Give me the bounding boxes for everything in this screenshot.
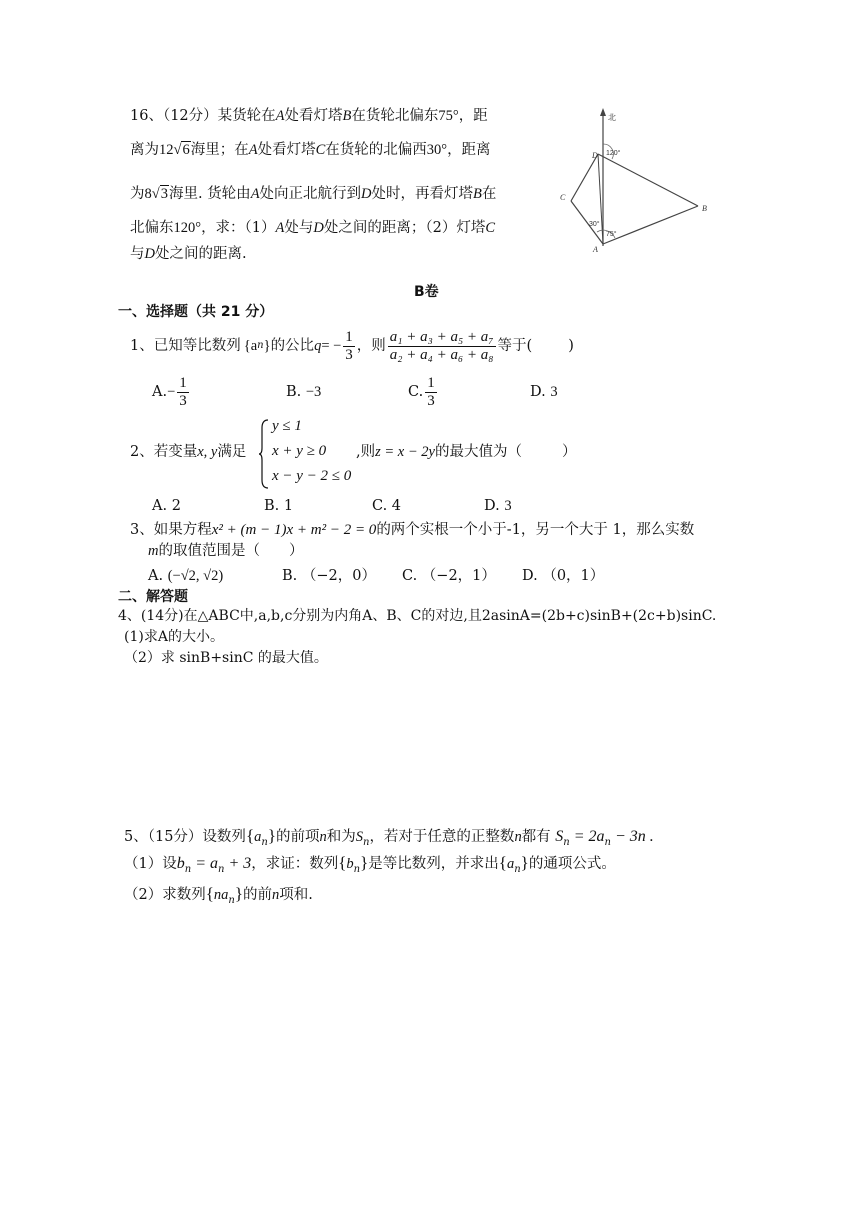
q1-text: ，则 bbox=[356, 338, 386, 354]
q2-text: 的最大值为（ bbox=[434, 444, 522, 460]
q16-text: 与 bbox=[130, 246, 145, 262]
option-label: D. bbox=[530, 384, 546, 400]
q1-option-a bbox=[152, 370, 191, 414]
q16-text: 处向正北航行到 bbox=[259, 186, 362, 202]
q16-text: ，求：（1） bbox=[201, 220, 276, 236]
q5-sub: n bbox=[362, 837, 370, 848]
q1-ratio-fraction bbox=[388, 329, 496, 364]
q16-line5 bbox=[130, 244, 247, 264]
q16-text: 海里；在 bbox=[190, 142, 249, 158]
q1-text: 的公比 bbox=[270, 338, 315, 354]
q5-text: 是等比数列，并求出 bbox=[368, 856, 499, 872]
q1-q: q bbox=[314, 338, 322, 354]
q1-option-c bbox=[408, 370, 439, 414]
q16-text: 处之间的距离；（2）灯塔 bbox=[323, 220, 486, 236]
q5-sub: n bbox=[563, 837, 570, 848]
q5-text: （1）设 bbox=[124, 856, 177, 872]
q5-part2: （2）求数列$\{na_n\}$的前n项和. bbox=[124, 884, 313, 906]
q16-line1 bbox=[130, 106, 488, 126]
q16-text: 处看灯塔 bbox=[284, 108, 343, 124]
part1-title: 一、选择题（共 21 分） bbox=[118, 304, 274, 320]
figure-label-75: 75° bbox=[606, 231, 617, 238]
q16-angle: 30° bbox=[426, 142, 448, 158]
q3-option-b: B. （−2，0） bbox=[282, 568, 376, 584]
frac-den: 3 bbox=[345, 346, 353, 363]
q1-text: ) bbox=[568, 338, 574, 354]
q1-text: 等于( bbox=[497, 338, 533, 354]
frac-den: a₂ + a₄ + a₆ + a₈ bbox=[389, 346, 494, 363]
figure-label-120: 120° bbox=[606, 150, 621, 157]
q16-var: A bbox=[248, 142, 258, 158]
q16-number: 8 bbox=[144, 186, 152, 202]
q3-option-c: C. （−2，1） bbox=[402, 568, 496, 584]
q5-sub: n bbox=[228, 895, 235, 906]
q3-equation: x² + (m − 1)x + m² − 2 = 0 bbox=[211, 522, 377, 538]
q16-text: 北偏东 bbox=[130, 220, 174, 236]
q5-var: n bbox=[319, 829, 327, 845]
q16-var: A bbox=[250, 186, 260, 202]
figure-label-north: 北 bbox=[608, 113, 616, 122]
q16-text: ，距离 bbox=[447, 142, 491, 158]
frac-num: 1 bbox=[179, 374, 187, 391]
q16-var: D bbox=[144, 246, 155, 262]
option-fraction bbox=[425, 375, 437, 410]
option-label: A. bbox=[148, 568, 164, 584]
q3-option-d: D. （0，1） bbox=[522, 568, 605, 584]
q5-formula: + 3 bbox=[224, 855, 252, 872]
q16-var: B bbox=[342, 108, 352, 124]
q1-seq-sub: n bbox=[257, 340, 264, 351]
q3-text: 3、如果方程 bbox=[130, 522, 212, 538]
north-arrow-icon bbox=[600, 108, 606, 116]
q16-var: A bbox=[275, 220, 285, 236]
segment-AB bbox=[603, 206, 698, 244]
q16-figure bbox=[548, 104, 720, 256]
q2-text: ） bbox=[561, 444, 577, 460]
q16-number: 12 bbox=[159, 142, 174, 158]
section-title: B卷 bbox=[414, 284, 439, 300]
q5-formula: = 2a bbox=[569, 828, 605, 845]
q16-line4 bbox=[130, 218, 495, 238]
q5-var: b bbox=[176, 855, 185, 872]
q5-seq: b bbox=[346, 856, 354, 872]
q3-option-a bbox=[148, 566, 223, 586]
option-sign: − bbox=[167, 384, 176, 400]
q16-text: 离为 bbox=[130, 142, 159, 158]
figure-label-B: B bbox=[702, 204, 707, 213]
q2-option-a: A. 2 bbox=[152, 498, 181, 514]
q5-text: 5、（15分）设数列 bbox=[124, 829, 246, 845]
segment-DB bbox=[598, 154, 698, 206]
q2-constraint-3: x − y − 2 ≤ 0 bbox=[272, 468, 352, 484]
q4-line2: (1)求A的大小。 bbox=[124, 629, 224, 645]
q3-text: 的两个实根一个小于-1，另一个大于 1，那么实数 bbox=[376, 522, 695, 538]
q1-q-fraction bbox=[343, 329, 355, 364]
q5-part1: （1）设$b_n = a_n + 3$，求证：数列$\{b_n\}$是等比数列，并求出$\{a_n\}$的通项公式。 bbox=[124, 853, 616, 875]
q16-angle: 75° bbox=[438, 108, 459, 124]
q5-text: ，求证：数列 bbox=[251, 856, 339, 872]
q3-var: m bbox=[148, 543, 159, 559]
q5-line1: 5、（15分）设数列$\{a_n\}$的前项n和为$S_n$，若对于任意的正整数n都有 $S_n = 2a_n - 3n$ . bbox=[124, 826, 654, 848]
q2-objective: z = x − 2y bbox=[375, 444, 435, 460]
q5-sub: n bbox=[353, 864, 361, 875]
q2-constraint-1: y ≤ 1 bbox=[272, 418, 302, 434]
q5-seq: na bbox=[213, 887, 229, 903]
brace-icon bbox=[258, 418, 270, 490]
option-value: (−√2, √2) bbox=[167, 568, 224, 584]
q16-angle: 120° bbox=[173, 220, 202, 236]
q5-text: 都有 bbox=[521, 829, 551, 845]
part2-title: 二、解答题 bbox=[118, 589, 188, 605]
q5-var: S bbox=[355, 829, 363, 845]
q5-formula: S bbox=[555, 828, 564, 845]
q2-text: 满足 bbox=[217, 444, 247, 460]
q3-text: 的取值范围是（ ） bbox=[158, 543, 304, 559]
frac-num: a₁ + a₃ + a₅ + a₇ bbox=[389, 328, 494, 345]
q16-text: 在货轮的北偏西 bbox=[325, 142, 427, 158]
figure-label-30: 30° bbox=[589, 221, 600, 228]
frac-num: 1 bbox=[345, 328, 353, 345]
q16-text: 处之间的距离. bbox=[154, 246, 247, 262]
q5-sub: n bbox=[514, 864, 521, 875]
segment-DC bbox=[571, 154, 598, 201]
q16-var: D bbox=[313, 220, 324, 236]
option-value: 3 bbox=[504, 498, 512, 514]
q16-var: C bbox=[315, 142, 326, 158]
q2-prefix bbox=[130, 442, 246, 462]
q1-option-d bbox=[530, 382, 558, 402]
q5-text: ，若对于任意的正整数 bbox=[369, 829, 515, 845]
q5-sub: n bbox=[184, 864, 192, 875]
q5-text: 的通项公式。 bbox=[528, 856, 616, 872]
q5-var: n bbox=[272, 887, 280, 903]
q2-text: 2、若变量 bbox=[130, 444, 198, 460]
q16-text: 16、（12分）某货轮在 bbox=[130, 108, 276, 124]
q5-seq: a bbox=[254, 829, 262, 845]
q1-option-b bbox=[286, 382, 321, 402]
q5-formula: = a bbox=[191, 855, 218, 872]
q5-text: 项和. bbox=[279, 887, 313, 903]
q2-option-d bbox=[484, 496, 512, 516]
q16-text: 为 bbox=[130, 186, 145, 202]
option-label: C. bbox=[408, 384, 424, 400]
q16-text: 处看灯塔 bbox=[257, 142, 316, 158]
q16-var: B bbox=[473, 186, 482, 202]
q2-question bbox=[356, 442, 576, 462]
q1-seq-close: } bbox=[263, 338, 271, 354]
q5-formula: − 3n . bbox=[611, 828, 654, 845]
q16-radicand: 3 bbox=[160, 186, 168, 202]
option-label: B. bbox=[286, 384, 302, 400]
option-fraction bbox=[177, 375, 189, 410]
q2-text: ,则 bbox=[356, 444, 376, 460]
q1-text: 1、已知等比数列 bbox=[130, 338, 241, 354]
q16-radicand: 6 bbox=[182, 142, 190, 158]
q3-line2 bbox=[148, 541, 303, 561]
figure-label-A: A bbox=[593, 245, 598, 254]
q5-sub: n bbox=[604, 837, 611, 848]
q16-text: 在 bbox=[481, 186, 497, 202]
q5-text: 的前 bbox=[243, 887, 273, 903]
q16-var: A bbox=[275, 108, 285, 124]
q16-text: 海里. 货轮由 bbox=[168, 186, 251, 202]
q16-var: C bbox=[485, 220, 496, 236]
q16-line2: 离为12√6海里；在A处看灯塔C在货轮的北偏西30°，距离 bbox=[130, 142, 491, 158]
q3-line1 bbox=[130, 520, 694, 540]
frac-num: 1 bbox=[427, 374, 435, 391]
q2-option-c: C. 4 bbox=[372, 498, 402, 514]
q16-text: 处与 bbox=[284, 220, 314, 236]
figure-label-C: C bbox=[560, 193, 566, 202]
q2-option-b: B. 1 bbox=[264, 498, 294, 514]
q1-stem bbox=[130, 324, 574, 368]
q16-line3: 为8√3海里. 货轮由A处向正北航行到D处时，再看灯塔B在 bbox=[130, 186, 497, 202]
option-label: A. bbox=[152, 384, 168, 400]
figure-label-D: D bbox=[592, 151, 598, 160]
q5-seq: a bbox=[506, 856, 515, 872]
q16-var: D bbox=[361, 186, 372, 202]
q5-var: n bbox=[514, 829, 522, 845]
q16-text: 在货轮北偏东 bbox=[351, 108, 439, 124]
option-label: D. bbox=[484, 498, 500, 514]
q2-vars: x, y bbox=[197, 444, 218, 460]
q5-sub: n bbox=[217, 864, 225, 875]
q5-text: 和为 bbox=[326, 829, 356, 845]
q4-line1: 4、(14分)在△ABC中,a,b,c分别为内角A、B、C的对边,且2asinA=(2b+c)sinB+(2c+b)sinC. bbox=[118, 608, 717, 624]
q4-line3: （2）求 sinB+sinC 的最大值。 bbox=[124, 650, 328, 666]
option-value: −3 bbox=[305, 384, 322, 400]
q1-eq: = − bbox=[321, 338, 342, 354]
option-value: 3 bbox=[550, 384, 558, 400]
frac-den: 3 bbox=[179, 392, 187, 409]
q5-seq-sub: n bbox=[261, 837, 268, 848]
frac-den: 3 bbox=[427, 392, 435, 409]
q2-constraint-2: x + y ≥ 0 bbox=[272, 443, 327, 459]
q5-text: （2）求数列 bbox=[124, 887, 206, 903]
q16-text: 处时，再看灯塔 bbox=[371, 186, 474, 202]
q16-text: ，距 bbox=[458, 108, 488, 124]
q1-seq: {a bbox=[243, 338, 258, 354]
q5-text: 的前项 bbox=[275, 829, 320, 845]
